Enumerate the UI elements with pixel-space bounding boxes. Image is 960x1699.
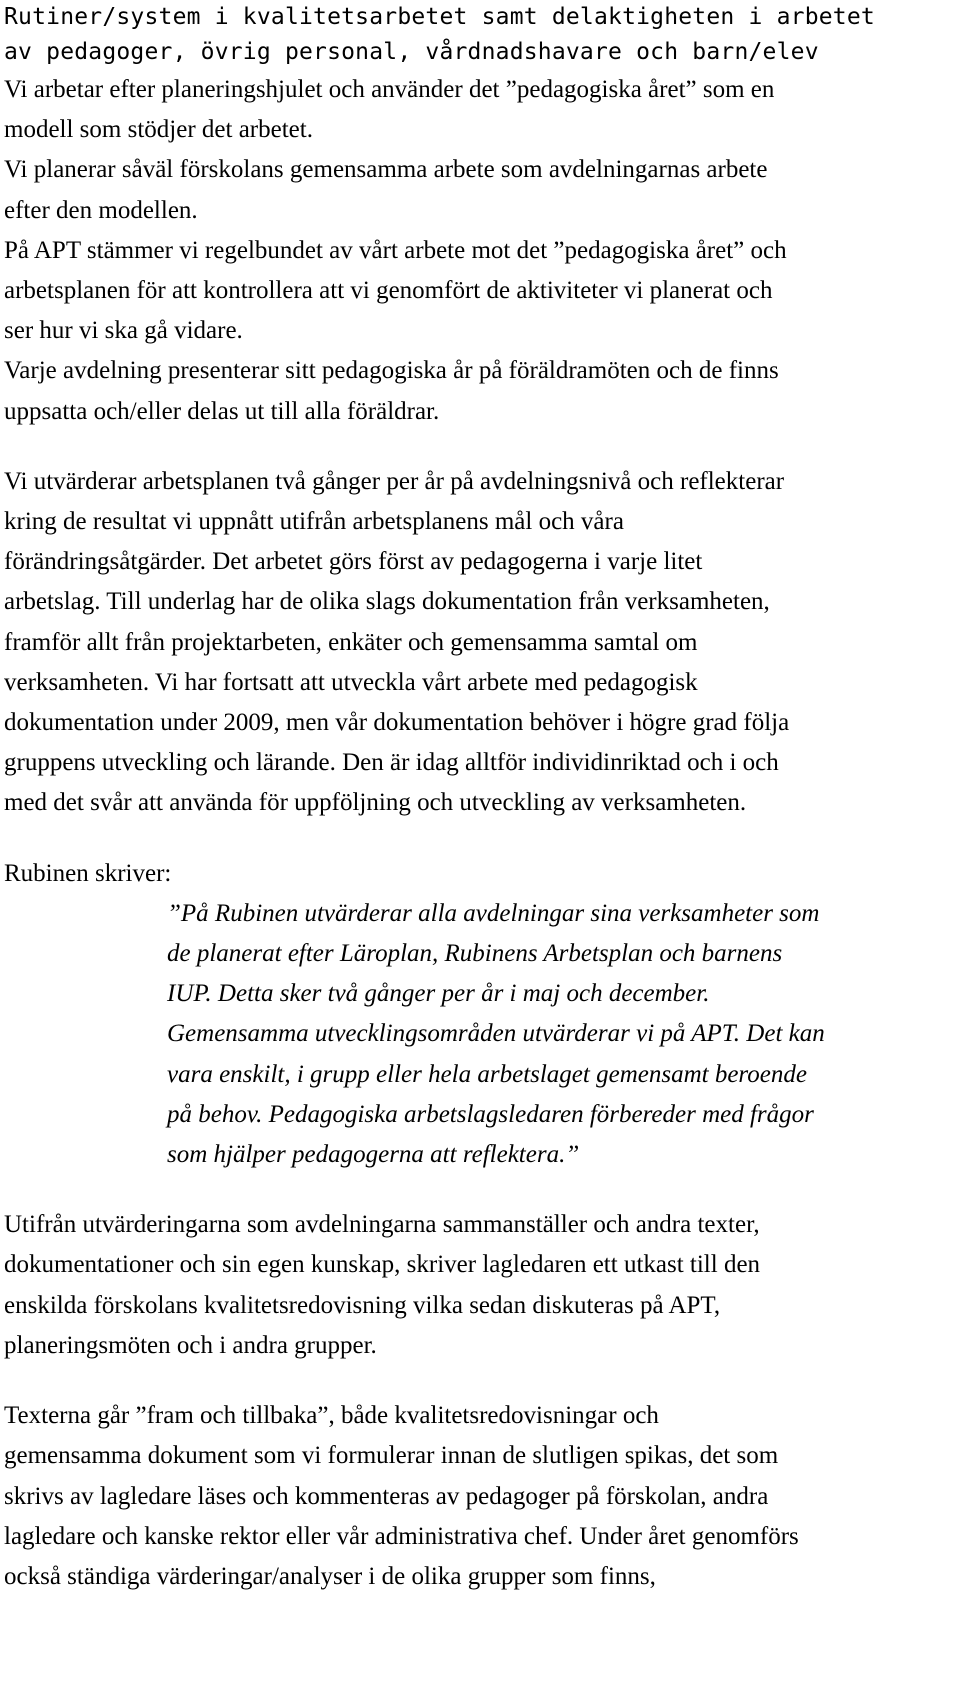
quote-line: de planerat efter Läroplan, Rubinens Arbetsplan och barnens xyxy=(167,940,783,968)
text-line: På APT stämmer vi regelbundet av vårt arbete mot det ”pedagogiska året” och xyxy=(4,236,787,264)
text-line: Utifrån utvärderingarna som avdelningarna sammanställer och andra texter, xyxy=(4,1211,760,1239)
text-line: framför allt från projektarbeten, enkäter och gemensamma samtal om xyxy=(4,628,698,656)
paragraph-spacer xyxy=(4,1366,952,1396)
quote-line: som hjälper pedagogerna att reflektera.” xyxy=(167,1141,580,1169)
text-line: Vi arbetar efter planeringshjulet och använder det ”pedagogiska året” som en xyxy=(4,76,775,103)
section-heading xyxy=(4,0,952,70)
quote-line: på behov. Pedagogiska arbetslagsledaren förbereder med frågor xyxy=(167,1100,814,1128)
text-line: planeringsmöten och i andra grupper. xyxy=(4,1331,377,1359)
text-line: efter den modellen. xyxy=(4,196,198,224)
rubinen-label: Rubinen skriver: xyxy=(4,859,172,887)
paragraph-spacer xyxy=(4,432,952,462)
text-line: uppsatta och/eller delas ut till alla föräldrar. xyxy=(4,397,440,425)
heading-line: av pedagoger, övrig personal, vårdnadshavare och barn/elev xyxy=(4,39,819,65)
heading-line: Rutiner/system i kvalitetsarbetet samt delaktigheten i arbetet xyxy=(4,4,875,30)
text-line: verksamheten. Vi har fortsatt att utveckla vårt arbete med pedagogisk xyxy=(4,668,698,696)
text-line: arbetslag. Till underlag har de olika slags dokumentation från verksamheten, xyxy=(4,588,770,616)
paragraph-planning xyxy=(4,70,952,432)
text-line: arbetsplanen för att kontrollera att vi genomfört de aktiviteter vi planerat och xyxy=(4,277,773,305)
text-line: modell som stödjer det arbetet. xyxy=(4,116,313,144)
quote-line: ”På Rubinen utvärderar alla avdelningar sina verksamheter som xyxy=(167,899,820,927)
text-line: kring de resultat vi uppnått utifrån arbetsplanens mål och våra xyxy=(4,508,624,536)
text-line: ser hur vi ska gå vidare. xyxy=(4,317,243,345)
text-line: enskilda förskolans kvalitetsredovisning vilka sedan diskuteras på APT, xyxy=(4,1291,721,1319)
quote-line: IUP. Detta sker två gånger per år i maj och december. xyxy=(167,980,710,1008)
text-line: lagledare och kanske rektor eller vår administrativa chef. Under året genomförs xyxy=(4,1522,799,1550)
text-line: också ständiga värderingar/analyser i de olika grupper som finns, xyxy=(4,1562,656,1590)
text-line: förändringsåtgärder. Det arbetet görs först av pedagogerna i varje litet xyxy=(4,548,703,576)
rubinen-quote xyxy=(167,894,952,1175)
text-line: med det svår att använda för uppföljning och utveckling av verksamheten. xyxy=(4,789,747,817)
text-line: dokumentationer och sin egen kunskap, skriver lagledaren ett utkast till den xyxy=(4,1251,761,1279)
text-line: Vi utvärderar arbetsplanen två gånger per år på avdelningsnivå och reflekterar xyxy=(4,467,785,495)
quote-line: Gemensamma utvecklingsområden utvärderar vi på APT. Det kan xyxy=(167,1020,825,1048)
paragraph-spacer xyxy=(4,824,952,854)
quote-line: vara enskilt, i grupp eller hela arbetslaget gemensamt beroende xyxy=(167,1060,807,1088)
paragraph-evaluation xyxy=(4,462,952,824)
text-line: gruppens utveckling och lärande. Den är idag alltför individinriktad och i och xyxy=(4,749,779,777)
text-line: Vi planerar såväl förskolans gemensamma arbete som avdelningarnas arbete xyxy=(4,156,768,184)
text-line: skrivs av lagledare läses och kommenteras av pedagoger på förskolan, andra xyxy=(4,1482,769,1510)
text-line: Texterna går ”fram och tillbaka”, både kvalitetsredovisningar och xyxy=(4,1402,659,1430)
text-line: gemensamma dokument som vi formulerar innan de slutligen spikas, det som xyxy=(4,1442,779,1470)
paragraph-texts xyxy=(4,1396,952,1597)
text-line: dokumentation under 2009, men vår dokumentation behöver i högre grad följa xyxy=(4,709,790,737)
text-line: Varje avdelning presenterar sitt pedagogiska år på föräldramöten och de finns xyxy=(4,357,779,385)
paragraph-spacer xyxy=(4,1175,952,1205)
paragraph-quality-report xyxy=(4,1205,952,1366)
